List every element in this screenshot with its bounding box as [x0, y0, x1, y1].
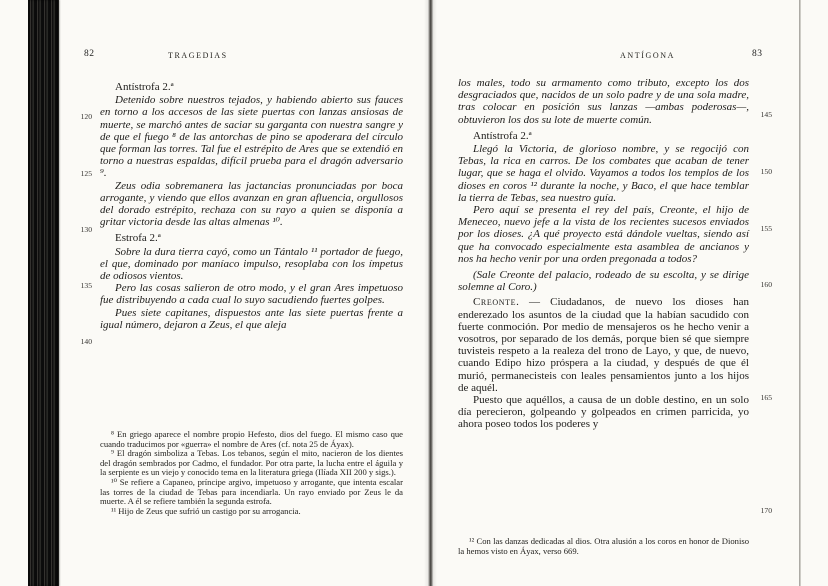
footnote: ¹² Con las danzas dedicadas al dios. Otra alusión a los coros en honor de Dioniso la hemos visto en Áyax, verso 669. [458, 536, 749, 556]
verse-line-number: 160 [760, 280, 772, 289]
verse-line-number: 145 [760, 110, 772, 119]
footnote: ⁸ En griego aparece el nombre propio Hefesto, dios del fuego. El mismo caso que cuando traducimos por «guerra» el nombre de Ares (cf. nota 25 de Áyax). [100, 429, 403, 449]
verse-paragraph: Zeus odia sobremanera las jactancias pronunciadas por boca arrogante, y viendo que ellos avanzan en gran afluencia, orgullosos del dorado estrépito, rechaza con su rayo a quien se disponía a gritar victoria desde las altas almenas ¹⁰. [100, 179, 403, 229]
running-head: ANTÍGONA [620, 51, 676, 60]
page-right-edge [799, 0, 801, 586]
speaker-separator: . — [516, 296, 551, 309]
verse-paragraph: Pero aquí se presenta el rey del país, Creonte, el hijo de Meneceo, nuevo jefe a la vista de los recientes sucesos enviados por los dioses. ¿A qué proyecto está dándole vueltas, siendo así que ha convocado especialmente esta asamblea de ancianos y nos ha hecho venir por una orden pregonada a todos? [458, 204, 749, 265]
speaker-name: Creonte [473, 296, 517, 309]
strophe-heading: Antístrofa 2.ª [473, 129, 532, 142]
verse-line-number: 150 [760, 167, 772, 176]
verse-line-number: 170 [760, 506, 772, 515]
verse-paragraph: Pero las cosas salieron de otro modo, y el gran Ares impetuoso fue distribuyendo a cada cual lo suyo sacudiendo fuertes golpes. [100, 282, 403, 307]
verse-line-number: 140 [80, 337, 92, 346]
running-head: TRAGEDIAS [168, 51, 228, 60]
verse-paragraph: los males, todo su armamento como tributo, excepto los dos desgraciados que, nacidos de un solo padre y de una sola madre, tras colocar en posición sus lanzas —ambas poderosas—, obtuvieron los dos su lote de muerte común. [458, 77, 749, 126]
verse-paragraph: Detenido sobre nuestros tejados, y habiendo abierto sus fauces en torno a los accesos de las siete puertas con lanzas ansiosas de muerte, se marchó antes de saciar su garganta con nuestra sangre y de que el fuego ⁸ de las antorchas de pino se apoderara del círculo que forman las torres. Tal fue el estrépito de Ares que se extendió en torno a nuestras espaldas, difícil prueba para el dragón adversario ⁹. [100, 94, 403, 180]
footnote: ⁹ El dragón simboliza a Tebas. Los tebanos, según el mito, nacieron de los dientes del dragón sembrados por Cadmo, el fundador. Por otra parte, la lucha entre el águila y la serpiente es un viejo y conocido tema en la literatura griega (Ilíada XII 200 y sigs.). [100, 448, 403, 478]
book-page-edges [28, 0, 59, 586]
footnote: ¹⁰ Se refiere a Capaneo, príncipe argivo, impetuoso y arrogante, que intenta escalar las torres de la ciudad de Tebas para incendiarla. Un rayo enviado por Zeus le da muerte. A él se refiere también la segunda estrofa. [100, 476, 403, 507]
page-number: 82 [84, 49, 95, 59]
verse-line-number: 155 [760, 224, 772, 233]
verse-line-number: 165 [760, 393, 772, 402]
footnote: ¹¹ Hijo de Zeus que sufrió un castigo por su arrogancia. [111, 505, 301, 516]
left-page-body [100, 77, 403, 331]
right-page-footnotes [458, 537, 749, 556]
page-gutter [424, 0, 437, 586]
verse-paragraph: Sobre la dura tierra cayó, como un Tántalo ¹¹ portador de fuego, el que, dominado por maníaco impulso, resoplaba con los ímpetus de odiosos vientos. [100, 245, 403, 283]
left-page-footnotes [100, 430, 403, 516]
speech-paragraph [458, 296, 749, 394]
stage-direction: (Sale Creonte del palacio, rodeado de su escolta, y se dirige solemne al Coro.) [458, 269, 749, 294]
speech-paragraph: Puesto que aquéllos, a causa de un doble destino, en un solo día perecieron, golpeando y golpeados en crimen parricida, yo ahora poseo todos los poderes y [458, 394, 749, 431]
strophe-heading: Estrofa 2.ª [115, 232, 161, 245]
verse-line-number: 125 [80, 169, 92, 178]
verse-paragraph: Pues siete capitanes, dispuestos ante las siete puertas frente a igual número, dejaron a Zeus, el que aleja [100, 306, 403, 331]
strophe-heading: Antístrofa 2.ª [115, 81, 174, 93]
speech-text: Ciudadanos, de nuevo los dioses han enderezado los asuntos de la ciudad que la habían sacudido con fuerte conmoción. Por medio de mensajeros os he hecho venir a vosotros, por separado de los demás, porque bien sé que siempre tuvisteis respeto a la realeza del trono de Layo, y que, de nuevo, cuando Edipo hizo próspera a la ciudad, y después de que él murió, permanecisteis con leales pensamientos junto a los hijos de aquél. [458, 296, 749, 394]
page-number: 83 [752, 49, 763, 59]
verse-line-number: 135 [80, 281, 92, 290]
verse-line-number: 120 [80, 112, 92, 121]
verse-line-number: 130 [80, 225, 92, 234]
right-page-body [458, 77, 749, 431]
verse-paragraph: Llegó la Victoria, de glorioso nombre, y se regocijó con Tebas, la rica en carros. De los combates que acaban de tener lugar, que se haga el olvido. Vayamos a todos los templos de los dioses en coros ¹² durante la noche, y Baco, el que hace temblar la tierra de Tebas, sea nuestro guía. [458, 143, 749, 204]
